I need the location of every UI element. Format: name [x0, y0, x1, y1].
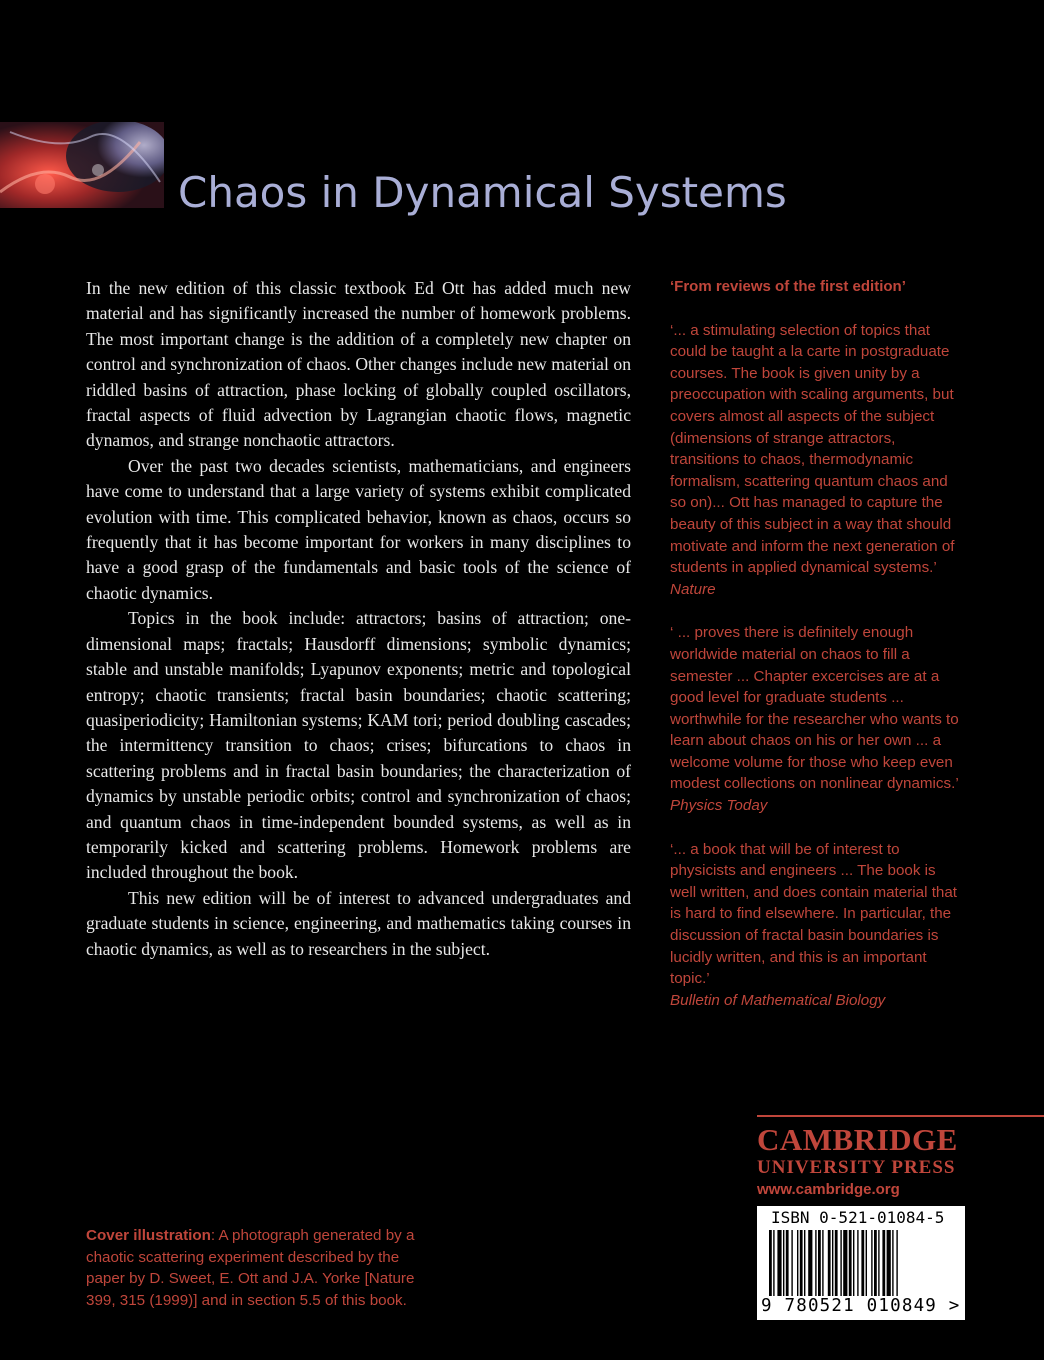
description-paragraph: In the new edition of this classic textbook Ed Ott has added much new material and has significantly increased the number of homework problems. The most important change is the addition of a completely new chapter on control and synchronization of chaos. Other changes include new material on riddled basins of attraction, phase locking of globally coupled oscillators, fractal aspects of fluid advection by Lagrangian chaotic flows, magnetic dynamos, and strange nonchaotic attractors. [86, 278, 631, 451]
review-quote: ‘ ... proves there is definitely enough worldwide material on chaos to fill a semester ... Chapter excercises are at a good level for graduate students ... worthwhile for the researcher who wants to learn about chaos on his or her own ... a welcome volume for those who keep even modest collections on nonlinear dynamics.’ [670, 624, 959, 793]
isbn-barcode [757, 1206, 965, 1320]
review-item [670, 320, 962, 601]
review-source: Bulletin of Mathematical Biology [670, 991, 886, 1009]
review-source: Physics Today [670, 797, 768, 815]
description-paragraph: Topics in the book include: attractors; basins of attraction; one-dimensional maps; fractals; Hausdorff dimensions; symbolic dynamics; stable and unstable manifolds; Lyapunov exponents; metric and topological entropy; chaotic transients; fractal basin boundaries; chaotic scattering; quasiperiodicity; Hamiltonian systems; KAM tori; period doubling cascades; the intermittency transition to chaos; crises; bifurcations to chaos in scattering problems and in fractal basin boundaries; the characterization of dynamics by unstable periodic orbits; control and synchronization of chaos; and quantum chaos in time-independent bounded systems, as well as in temporarily kicked and scattering problems. Homework problems are included throughout the book. [86, 608, 631, 883]
book-title: Chaos in Dynamical Systems [178, 168, 787, 217]
isbn-digits: 9 780521 010849 > [761, 1296, 961, 1316]
reviews-column [670, 276, 962, 1033]
description-paragraph: This new edition will be of interest to advanced undergraduates and graduate students in science, engineering, and mathematics taking courses in chaotic dynamics, as well as to researchers in the subject. [86, 887, 631, 959]
cover-illustration-label: Cover illustration [86, 1227, 211, 1244]
reviews-heading: ‘From reviews of the first edition’ [670, 278, 906, 295]
review-quote: ‘... a stimulating selection of topics that could be taught a la carte in postgraduate courses. The book is given unity by a preoccupation with scaling arguments, but covers almost all aspects of the subject (dimensions of strange attractors, transitions to chaos, thermodynamic formalism, scattering quantum chaos and so on)... Ott has managed to capture the beauty of this subject in a way that should motivate and inform the next generation of students in applied dynamical systems.’ [670, 321, 955, 577]
publisher-name: CAMBRIDGE [757, 1122, 958, 1157]
publisher-subtitle: UNIVERSITY PRESS [757, 1157, 956, 1178]
cover-thumbnail-image [0, 122, 164, 208]
review-item [670, 839, 962, 1012]
review-item [670, 622, 962, 816]
cover-illustration-text: : A photograph generated by a chaotic scattering experiment described by the paper by D. Sweet, E. Ott and J.A. Yorke [Nature 399, 315 (1999)] and in section 5.5 of this book. [86, 1227, 415, 1309]
publisher-url[interactable]: www.cambridge.org [757, 1181, 900, 1198]
description-text [86, 276, 631, 962]
cover-illustration-note [86, 1225, 436, 1311]
review-source: Nature [670, 580, 716, 598]
publisher-divider [757, 1115, 1044, 1117]
barcode-bars [769, 1230, 955, 1296]
description-paragraph: Over the past two decades scientists, mathematicians, and engineers have come to understand that a large variety of systems exhibit complicated evolution with time. This complicated behavior, known as chaos, occurs so frequently that it has become important for workers in many disciplines to have a good grasp of the fundamentals and basic tools of the science of chaotic dynamics. [86, 455, 631, 603]
review-quote: ‘... a book that will be of interest to physicists and engineers ... The book is well written, and does contain material that is hard to find elsewhere. In particular, the discussion of fractal basin boundaries is lucidly written, and this is an important topic.’ [670, 840, 958, 988]
isbn-label: ISBN 0-521-01084-5 [771, 1208, 945, 1227]
